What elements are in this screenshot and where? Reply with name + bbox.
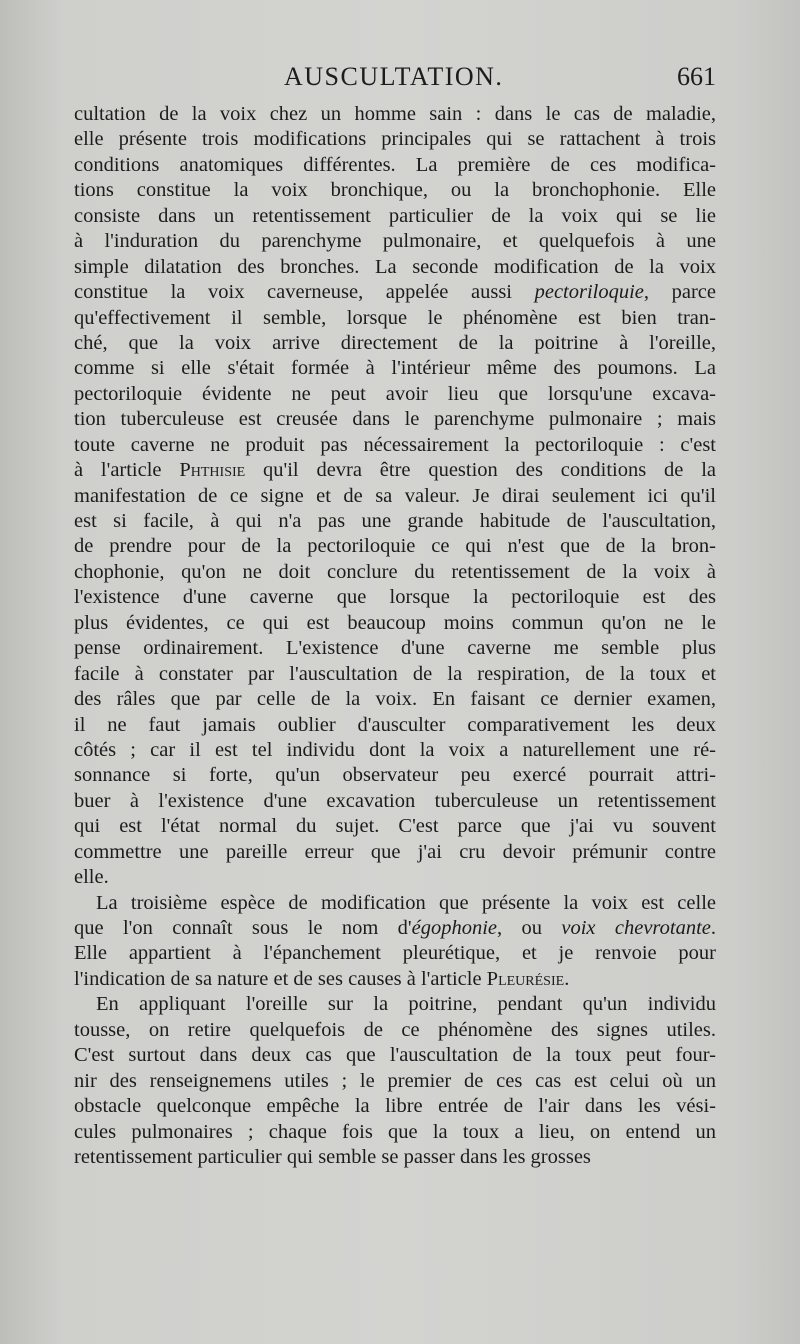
text-line: ché, que la voix arrive directement de la poitrine à l'oreille, bbox=[74, 331, 716, 354]
text-line: à l'article Phthisie qu'il devra être question des conditions de la bbox=[74, 459, 716, 482]
text-line: plus évidentes, ce qui est beaucoup moins commun qu'on ne le bbox=[74, 611, 716, 634]
page-header bbox=[74, 62, 716, 102]
text-line: manifestation de ce signe et de sa valeur. Je dirai seulement ici qu'il bbox=[74, 484, 716, 507]
text-line: commettre une pareille erreur que j'ai cru devoir prémunir contre bbox=[74, 840, 716, 863]
text-line: Elle appartient à l'épanchement pleurétique, et je renvoie pour bbox=[74, 942, 716, 965]
text-line: cultation de la voix chez un homme sain : dans le cas de maladie, bbox=[74, 103, 716, 125]
text-line: La troisième espèce de modification que présente la voix est celle bbox=[96, 891, 716, 914]
text-line: pectoriloquie évidente ne peut avoir lieu que lorsqu'une excava- bbox=[74, 382, 716, 405]
text-line: En appliquant l'oreille sur la poitrine, pendant qu'un individu bbox=[96, 993, 716, 1016]
text-line: qu'effectivement il semble, lorsque le phénomène est bien tran- bbox=[74, 306, 716, 329]
text-line: de prendre pour de la pectoriloquie ce qui n'est que de la bron- bbox=[74, 535, 716, 558]
text-line: buer à l'existence d'une excavation tuberculeuse un retentissement bbox=[74, 789, 716, 812]
text-line: elle présente trois modifications principales qui se rattachent à trois bbox=[74, 128, 716, 151]
text-line: consiste dans un retentissement particulier de la voix qui se lie bbox=[74, 204, 716, 227]
text-line: comme si elle s'était formée à l'intérieur même des poumons. La bbox=[74, 357, 716, 380]
text-line: facile à constater par l'auscultation de la respiration, de la toux et bbox=[74, 662, 716, 685]
body-text bbox=[74, 102, 716, 1170]
text-line: sonnance si forte, qu'un observateur peu exercé pourrait attri- bbox=[74, 764, 716, 787]
text-line: il ne faut jamais oublier d'ausculter comparativement les deux bbox=[74, 713, 716, 736]
text-line: l'indication de sa nature et de ses causes à l'article Pleurésie. bbox=[74, 967, 570, 990]
text-line: retentissement particulier qui semble se passer dans les grosses bbox=[74, 1145, 591, 1168]
text-line: cules pulmonaires ; chaque fois que la toux a lieu, on entend un bbox=[74, 1120, 716, 1143]
text-line: chophonie, qu'on ne doit conclure du retentissement de la voix à bbox=[74, 560, 716, 583]
text-line: tousse, on retire quelquefois de ce phénomène des signes utiles. bbox=[74, 1018, 716, 1041]
text-line: des râles que par celle de la voix. En faisant ce dernier examen, bbox=[74, 688, 716, 711]
text-line: pense ordinairement. L'existence d'une caverne me semble plus bbox=[74, 637, 716, 660]
text-line: C'est surtout dans deux cas que l'auscultation de la toux peut four- bbox=[74, 1044, 716, 1067]
text-line: simple dilatation des bronches. La seconde modification de la voix bbox=[74, 255, 716, 278]
text-line: l'existence d'une caverne que lorsque la pectoriloquie est des bbox=[74, 586, 716, 609]
text-line: elle. bbox=[74, 866, 109, 889]
text-line: qui est l'état normal du sujet. C'est parce que j'ai vu souvent bbox=[74, 815, 716, 838]
text-line: toute caverne ne produit pas nécessairement la pectoriloquie : c'est bbox=[74, 433, 716, 456]
text-line: tions constitue la voix bronchique, ou la bronchophonie. Elle bbox=[74, 179, 716, 202]
text-line: constitue la voix caverneuse, appelée aussi pectoriloquie, parce bbox=[74, 281, 716, 304]
text-line: conditions anatomiques différentes. La première de ces modifica- bbox=[74, 153, 716, 176]
running-title: AUSCULTATION. bbox=[284, 62, 504, 91]
text-line: est si facile, à qui n'a pas une grande habitude de l'auscultation, bbox=[74, 510, 716, 532]
text-line: tion tuberculeuse est creusée dans le parenchyme pulmonaire ; mais bbox=[74, 408, 716, 431]
text-line: que l'on connaît sous le nom d'égophonie, ou voix chevrotante. bbox=[74, 917, 717, 939]
text-line: nir des renseignemens utiles ; le premier de ces cas est celui où un bbox=[74, 1069, 716, 1092]
page-number: 661 bbox=[677, 62, 716, 91]
text-line: côtés ; car il est tel individu dont la voix a naturellement une ré- bbox=[74, 738, 716, 761]
text-line: à l'induration du parenchyme pulmonaire, et quelquefois à une bbox=[74, 230, 716, 253]
text-line: obstacle quelconque empêche la libre entrée de l'air dans les vési- bbox=[74, 1095, 716, 1118]
